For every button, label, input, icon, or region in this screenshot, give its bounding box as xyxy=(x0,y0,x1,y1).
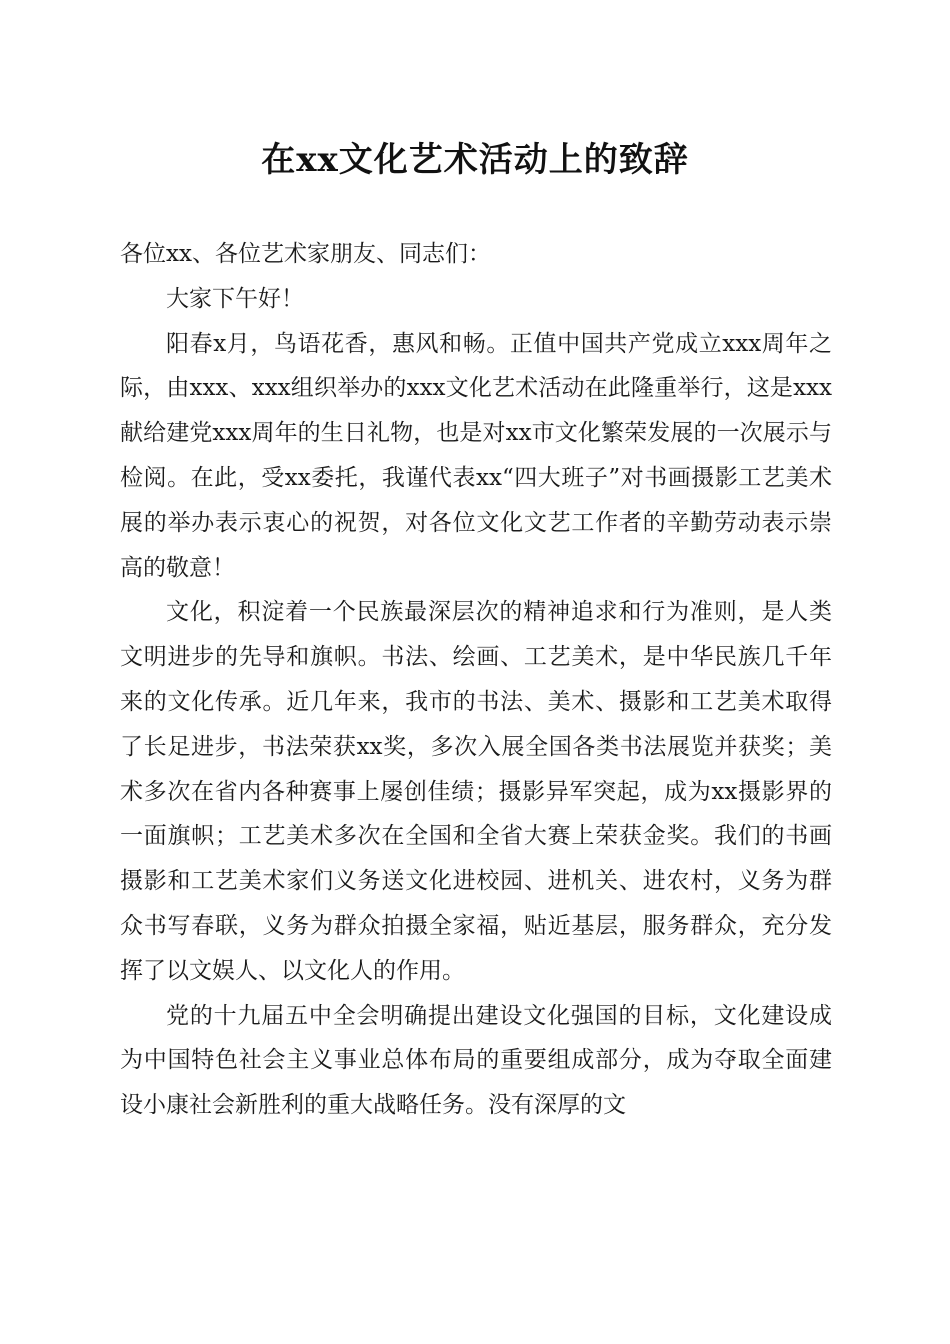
document-body xyxy=(120,232,832,1128)
document-title: 在xx文化艺术活动上的致辞 xyxy=(261,140,689,180)
paragraph-2: 文化，积淀着一个民族最深层次的精神追求和行为准则，是人类文明进步的先导和旗帜。书法、绘画、工艺美术，是中华民族几千年来的文化传承。近几年来，我市的书法、美术、摄影和工艺美术取得了长足进步，书法荣获xx奖，多次入展全国各类书法展览并获奖；美术多次在省内各种赛事上屡创佳绩；摄影异军突起，成为xx摄影界的一面旗帜；工艺美术多次在全国和全省大赛上荣获金奖。我们的书画摄影和工艺美术家们义务送文化进校园、进机关、进农村，义务为群众书写春联，义务为群众拍摄全家福，贴近基层，服务群众，充分发挥了以文娱人、以文化人的作用。 xyxy=(120,599,832,984)
paragraph-3: 党的十九届五中全会明确提出建设文化强国的目标，文化建设成为中国特色社会主义事业总体布局的重要组成部分，成为夺取全面建设小康社会新胜利的重大战略任务。没有深厚的文 xyxy=(120,1002,832,1119)
paragraph-1: 阳春x月，鸟语花香，惠风和畅。正值中国共产党成立xxx周年之际，由xxx、xxx组织举办的xxx文化艺术活动在此隆重举行，这是xxx献给建党xxx周年的生日礼物，也是对xx市文化繁荣发展的一次展示与检阅。在此，受xx委托，我谨代表xx“四大班子”对书画摄影工艺美术展的举办表示衷心的祝贺，对各位文化文艺工作者的辛勤劳动表示崇高的敬意！ xyxy=(120,330,832,581)
salutation: 各位xx、各位艺术家朋友、同志们： xyxy=(120,241,491,267)
greeting: 大家下午好！ xyxy=(166,285,304,312)
